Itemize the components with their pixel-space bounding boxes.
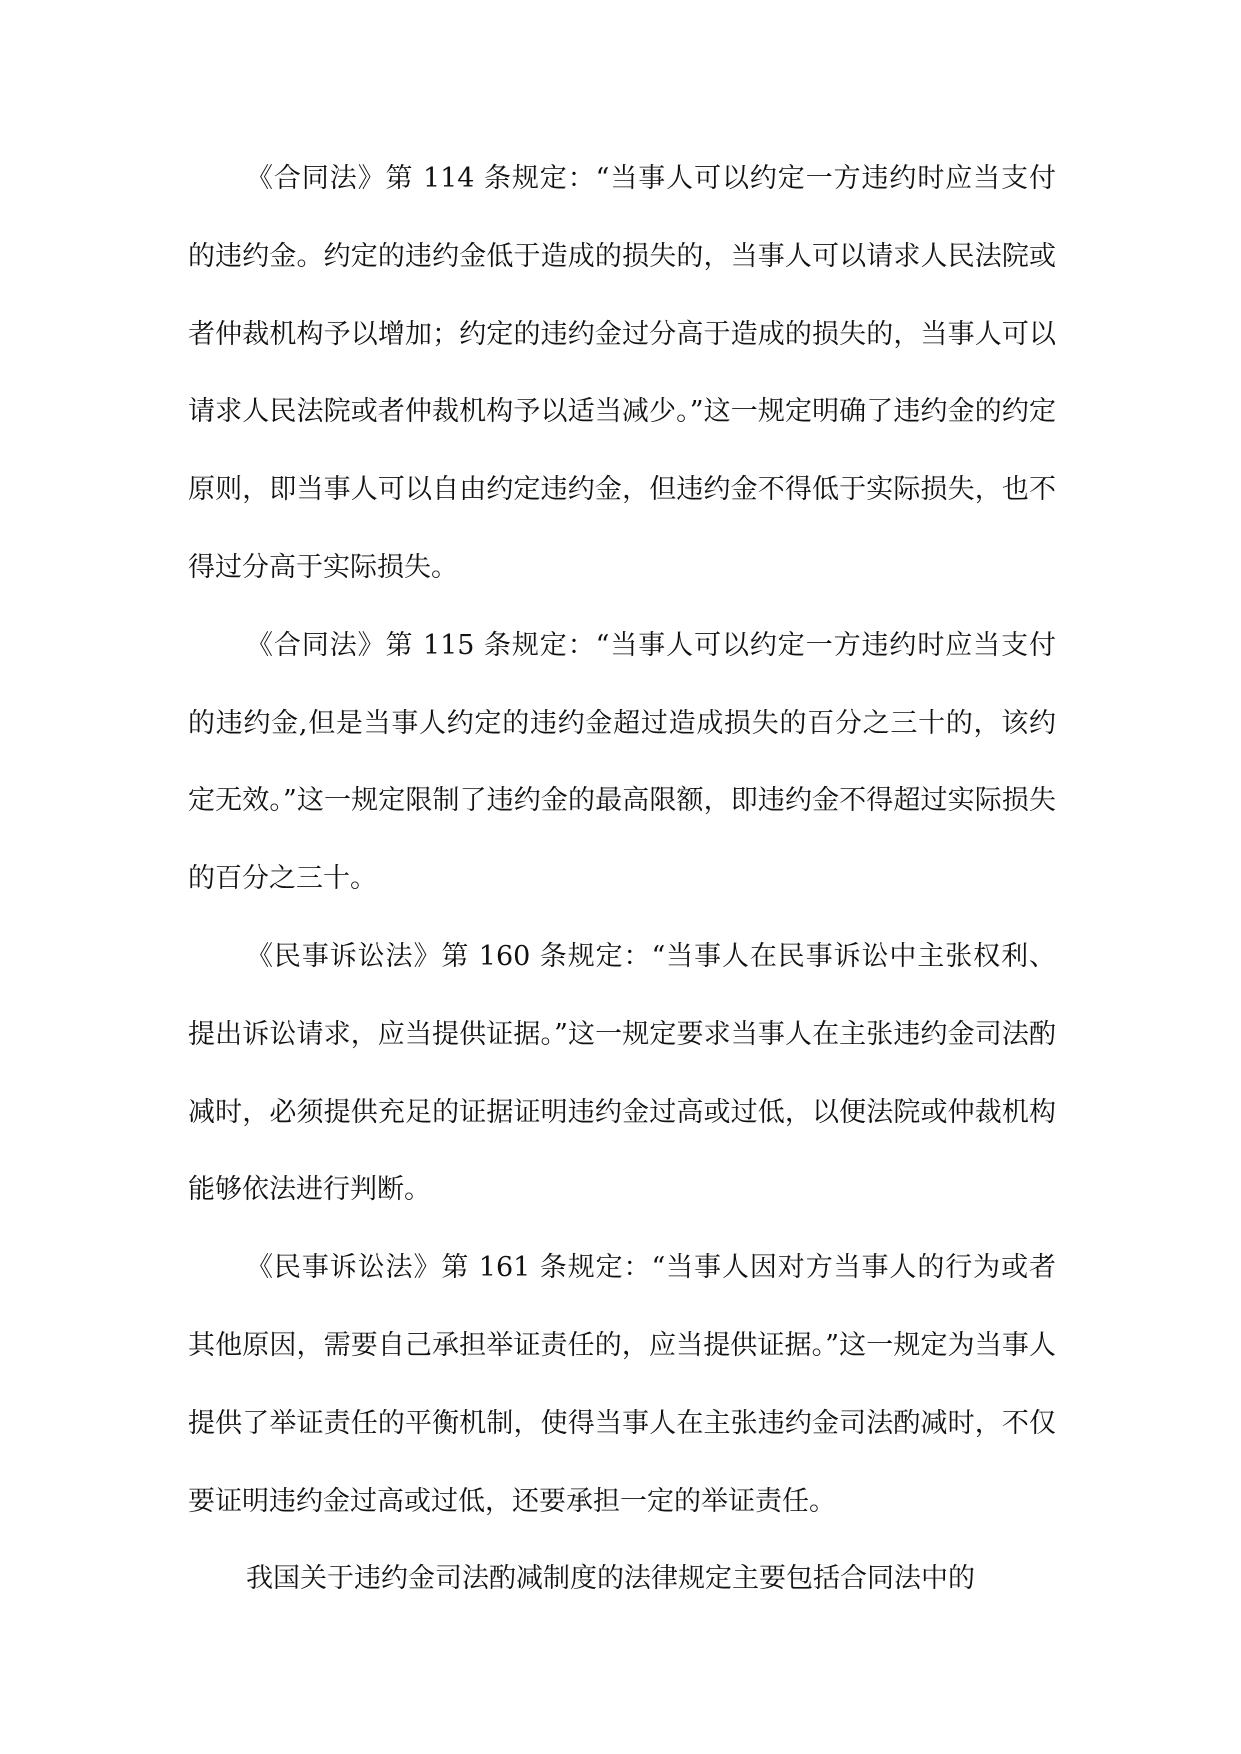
document-body: [188, 140, 1056, 1618]
paragraph-civil-procedure-article-161: 《民事诉讼法》第 161 条规定：“当事人因对方当事人的行为或者其他原因，需要自己承担举证责任的，应当提供证据。”这一规定为当事人提供了举证责任的平衡机制，使得当事人在主张违约金司法酌减时，不仅要证明违约金过高或过低，还要承担一定的举证责任。: [188, 1252, 1056, 1517]
paragraph-legal-provisions-summary: 我国关于违约金司法酌减制度的法律规定主要包括合同法中的: [246, 1563, 975, 1595]
paragraph-contract-law-article-114: 《合同法》第 114 条规定：“当事人可以约定一方违约时应当支付的违约金。约定的违约金低于造成的损失的，当事人可以请求人民法院或者仲裁机构予以增加；约定的违约金过分高于造成的损失的，当事人可以请求人民法院或者仲裁机构予以适当减少。”这一规定明确了违约金的约定原则，即当事人可以自由约定违约金，但违约金不得低于实际损失，也不得过分高于实际损失。: [188, 163, 1056, 583]
paragraph-civil-procedure-article-160: 《民事诉讼法》第 160 条规定：“当事人在民事诉讼中主张权利、提出诉讼请求，应当提供证据。”这一规定要求当事人在主张违约金司法酌减时，必须提供充足的证据证明违约金过高或过低，以便法院或仲裁机构能够依法进行判断。: [188, 940, 1056, 1206]
paragraph-contract-law-article-115: 《合同法》第 115 条规定：“当事人可以约定一方违约时应当支付的违约金,但是当事人约定的违约金超过造成损失的百分之三十的，该约定无效。”这一规定限制了违约金的最高限额，即违约金不得超过实际损失的百分之三十。: [188, 629, 1056, 895]
